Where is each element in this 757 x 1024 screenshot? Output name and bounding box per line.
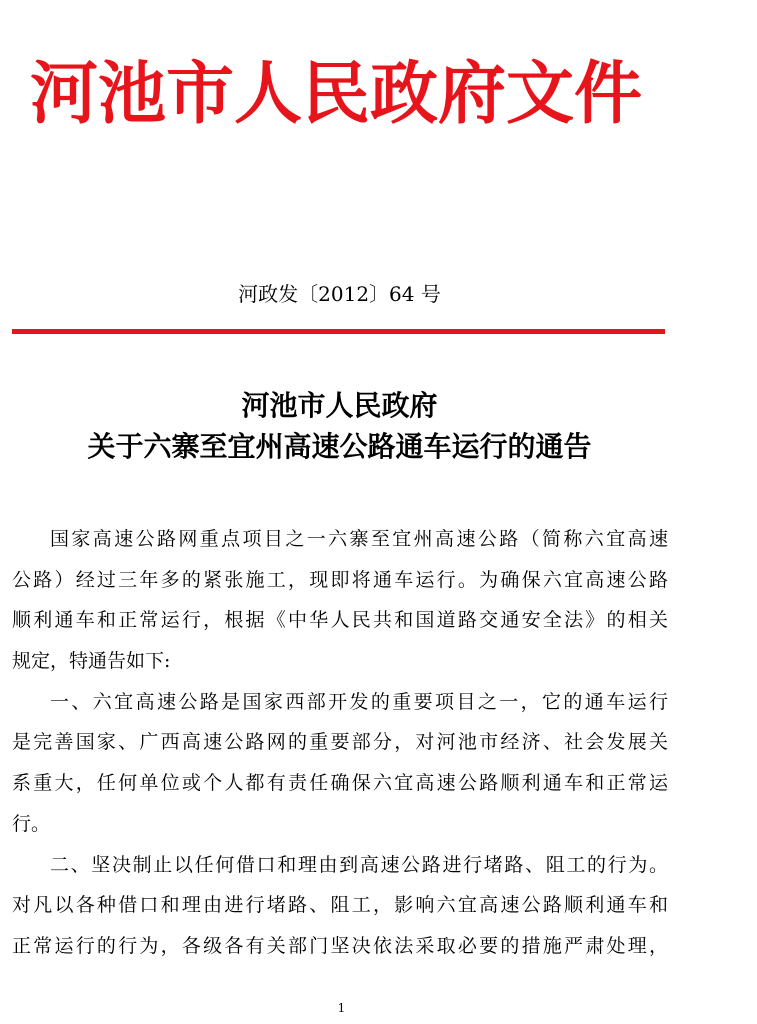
paragraph-line: 一、六宜高速公路是国家西部开发的重要项目之一，它的通车运行 [50, 690, 668, 713]
paragraph-line: 是完善国家、广西高速公路网的重要部分，对河池市经济、社会发展关 [12, 731, 668, 754]
paragraph-line: 国家高速公路网重点项目之一六寨至宜州高速公路（简称六宜高速 [50, 528, 668, 550]
title-subject: 关于六寨至宜州高速公路通车运行的通告 [87, 430, 592, 463]
title-issuer: 河池市人民政府 [241, 389, 438, 422]
body-text [12, 519, 668, 967]
paragraph-line: 规定，特通告如下: [12, 650, 171, 673]
paragraph-line: 顺利通车和正常运行，根据《中华人民共和国道路交通安全法》的相关 [12, 609, 668, 632]
paragraph-line: 行。 [12, 812, 51, 835]
paragraph-line: 正常运行的行为，各级各有关部门坚决依法采取必要的措施严肃处理， [12, 934, 668, 957]
paragraph-line: 系重大，任何单位或个人都有责任确保六宜高速公路顺利通车和正常运 [12, 772, 668, 795]
paragraph-line: 二、坚决制止以任何借口和理由到高速公路进行堵路、阻工的行为。 [50, 853, 668, 876]
page-number: 1 [337, 1001, 346, 1015]
red-separator-rule [12, 329, 665, 334]
document-number: 河政发〔2012〕64 号 [238, 282, 441, 306]
paragraph-line: 对凡以各种借口和理由进行堵路、阻工，影响六宜高速公路顺利通车和 [12, 894, 668, 917]
paragraph-line: 公路）经过三年多的紧张施工，现即将通车运行。为确保六宜高速公路 [12, 568, 668, 591]
masthead-title: 河池市人民政府文件 [30, 54, 643, 134]
